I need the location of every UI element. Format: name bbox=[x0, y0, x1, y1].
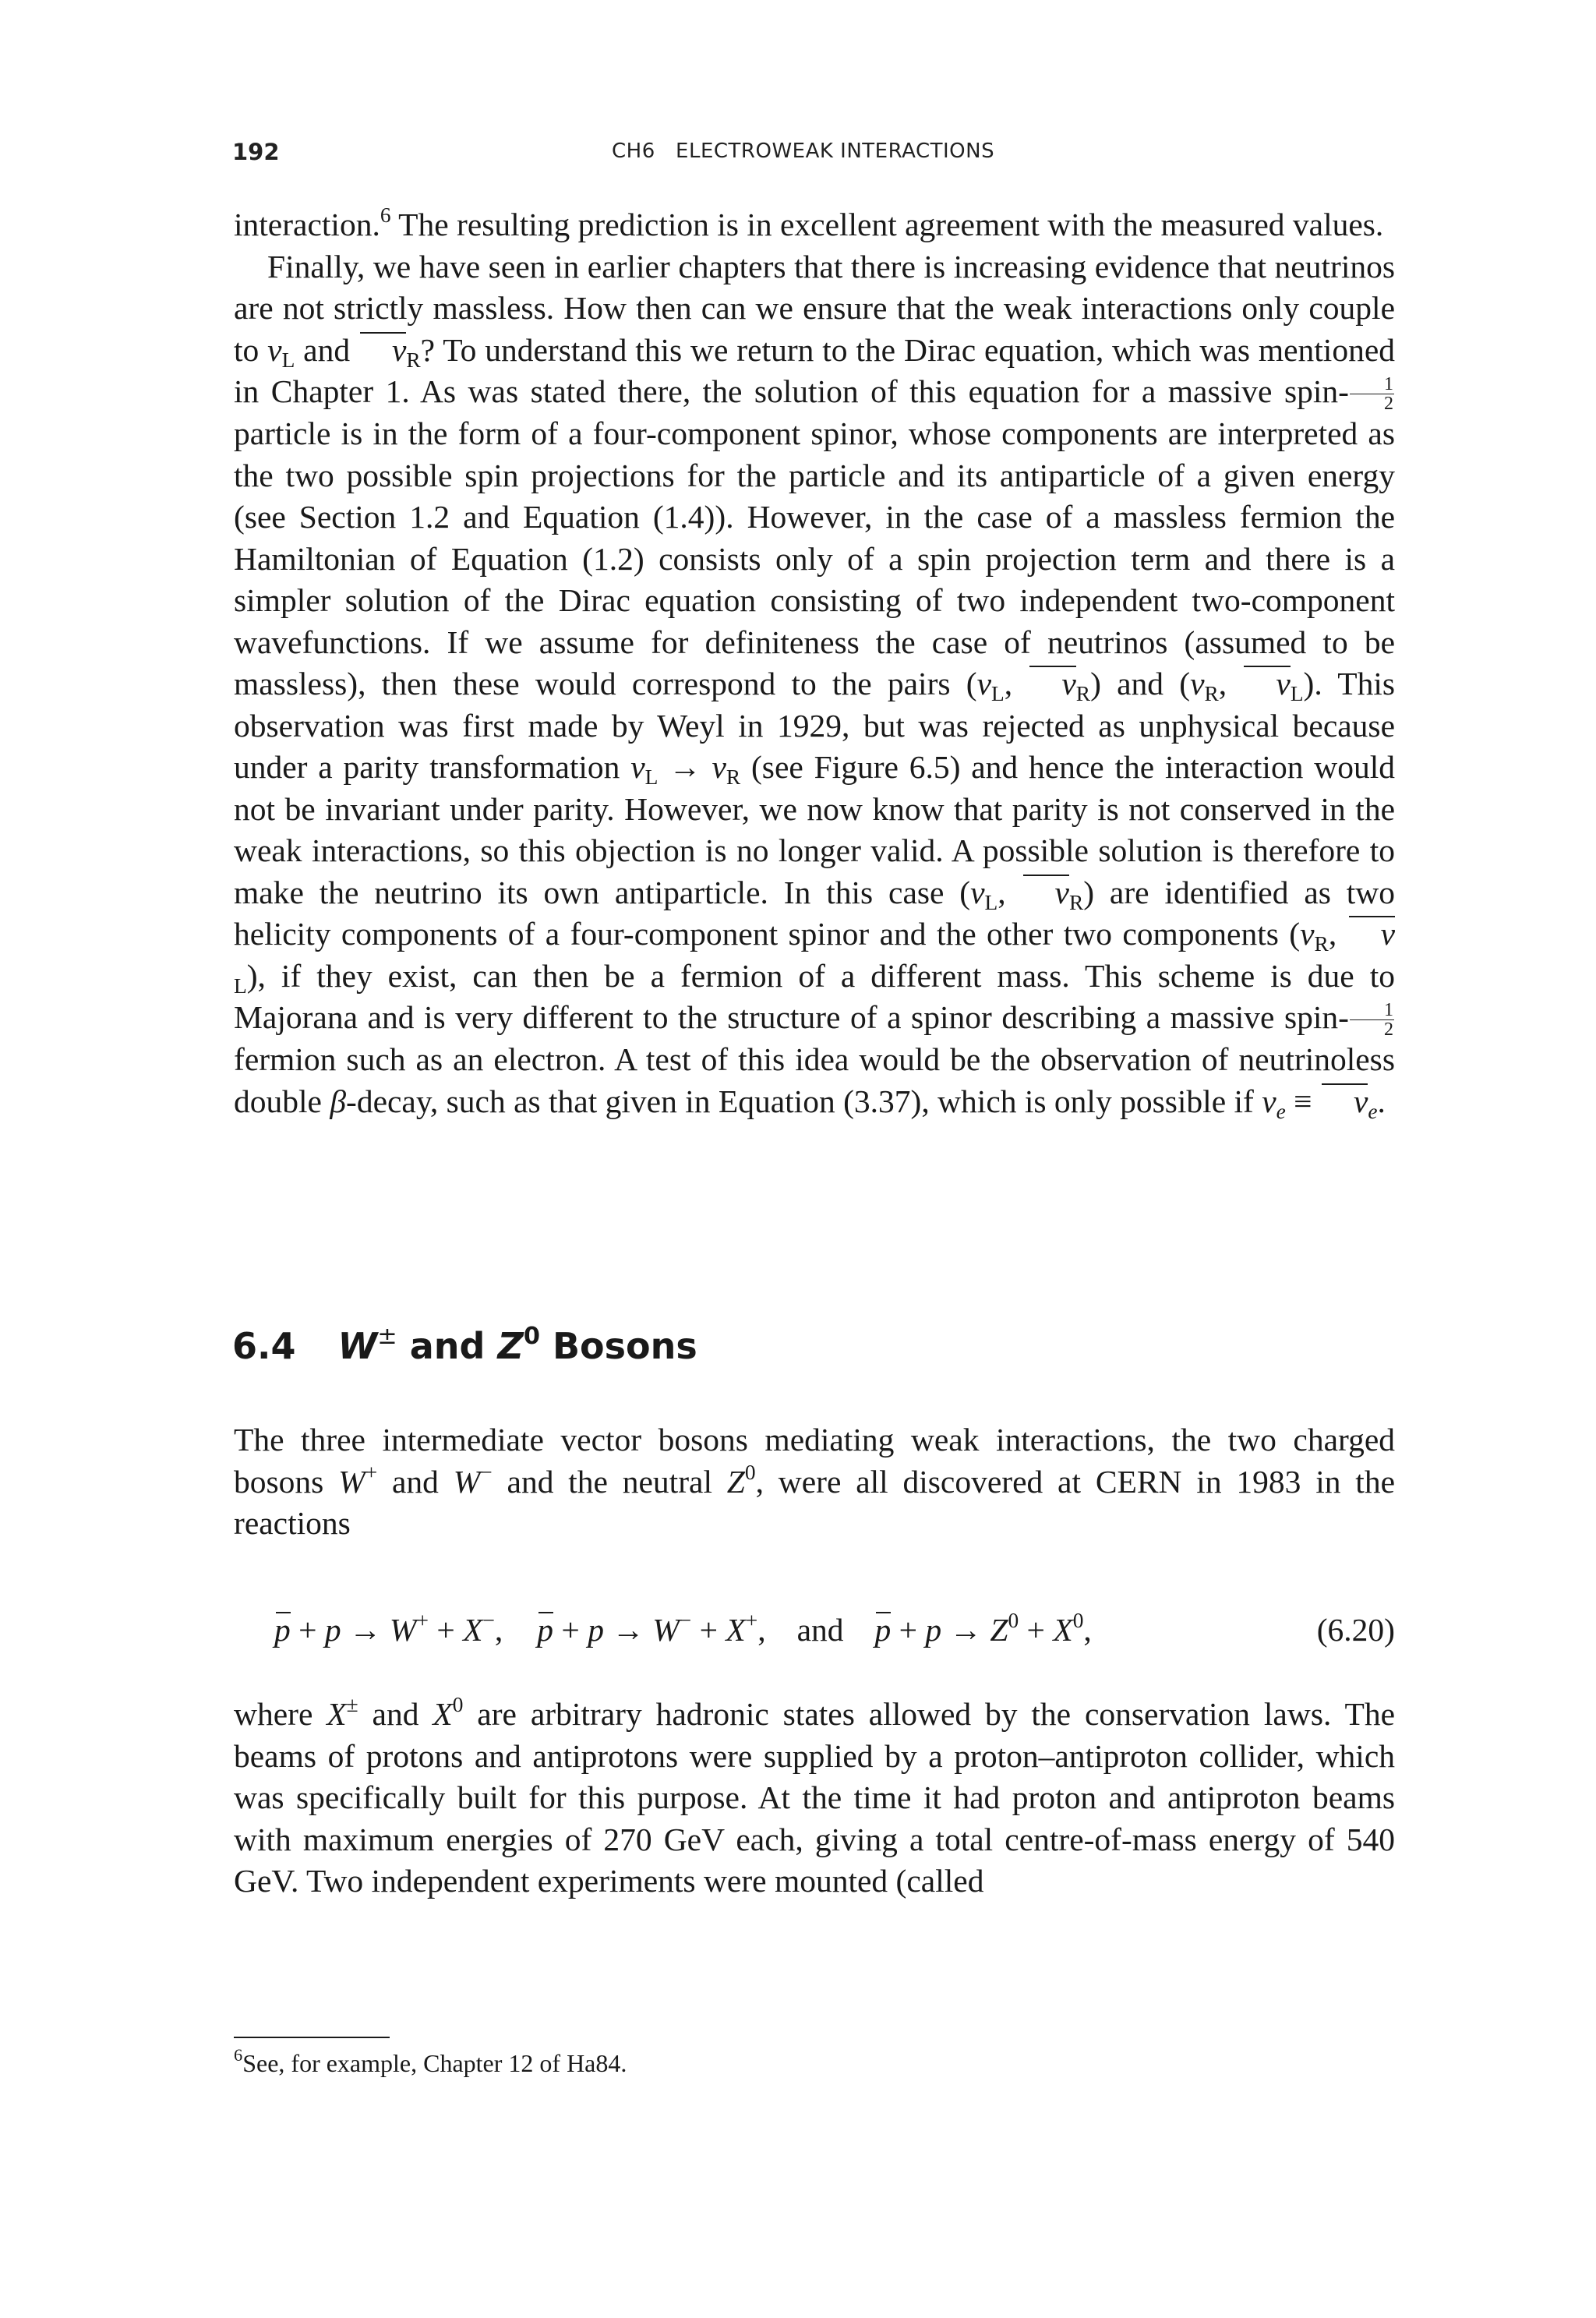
equation-number: (6.20) bbox=[1316, 1612, 1395, 1648]
reaction-w-minus: p + p → W− + X+, bbox=[537, 1610, 765, 1652]
section-title: W± and $Z^0$ Bosons bbox=[337, 1323, 697, 1367]
reaction-w-plus: p + p → W+ + X−, bbox=[274, 1610, 503, 1652]
paragraph-collider: where X± and $X^0$ are arbitrary hadronic states allowed by the conservation laws. The beams of protons and antiprotons were supplied by a proton–antiproton collider, which was specifically built for this purpose. At the time it had proton and antiproton beams with maximum energies of 270 GeV each, giving a total centre-of-mass energy of 540 GeV. Two independent experiments were mounted (called bbox=[234, 1693, 1395, 1899]
footnote-rule bbox=[234, 2037, 390, 2038]
paragraph-bosons-intro: The three intermediate vector bosons mediating weak interactions, the two charged bosons W+ and W− and the neutral $Z^0$, were all discovered at CERN in 1983 in the reactions bbox=[234, 1422, 1395, 1541]
equation-6-20 bbox=[234, 1610, 1395, 1652]
reaction-z-zero: $p + p \to Z^0 + X^0$, bbox=[874, 1610, 1091, 1652]
running-header: CH6 ELECTROWEAK INTERACTIONS bbox=[612, 140, 995, 163]
paragraph-continuation: interaction.$^6$ The resulting prediction is in excellent agreement with the measured values. bbox=[234, 203, 1384, 242]
footnote-marker: 6 bbox=[234, 2045, 243, 2065]
paragraph-weyl-majorana: Finally, we have seen in earlier chapters that there is increasing evidence that neutrinos are not strictly massless. How then can we ensure that the weak interactions only couple to $\nu_L$ and $\nu_R$? To understand this we return to the Dirac equation, which was mentioned in Chapter 1. As was stated there, the solution of this equation for a massive spin- $\frac{1}{2}$ particle is in the form of a four-component spinor, whose components are interpreted as the two possible spin projections for the particle and its antiparticle of a given energy (see Section 1.2 and Equation (1.4)). However, in the case of a massless fermion the Hamiltonian of Equation (1.2) consists only of a spin projection term and there is a simpler solution of the Dirac equation consisting of two independent two-component wavefunctions. If we assume for definiteness the case of neutrinos (assumed to be massless), then these would correspond to the pairs ($\nu_L$, $\nu_R$) and ($\nu_R$, $\nu_L$). This observation was first made by Weyl in 1929, but was rejected as unphysical because under a parity transformation $\nu_L \to \nu_R$ (see Figure 6.5) and hence the interaction would not be invariant under parity. However, we now know that parity is not conserved in the weak interactions, so this objection is no longer valid. A possible solution is therefore to make the neutrino its own antiparticle. In this case ($\nu_L$, $\nu_R$) are identified as two helicity components of a four-component spinor and the other two components ($\nu_R$, $\nu_L$), if they exist, can then be a fermion of a different mass. This scheme is due to Majorana and is very different to the structure of a spinor describing a massive spin- $\frac{1}{2}$ fermion such as an electron. A test of this idea would be the observation of neutrinoless double β-decay, such as that given in Equation (3.37), which is only possible if $\nu_e \equiv \nu_e$. bbox=[234, 248, 1396, 1124]
footnote-text: See, for example, Chapter 12 of Ha84. bbox=[242, 2049, 627, 2077]
equation-and: and bbox=[796, 1612, 844, 1648]
body-text-top bbox=[234, 204, 1395, 1122]
section-number: 6.4 bbox=[232, 1325, 296, 1367]
section-heading bbox=[232, 1325, 697, 1367]
page-number: 192 bbox=[232, 139, 280, 165]
footnote bbox=[234, 2045, 627, 2079]
